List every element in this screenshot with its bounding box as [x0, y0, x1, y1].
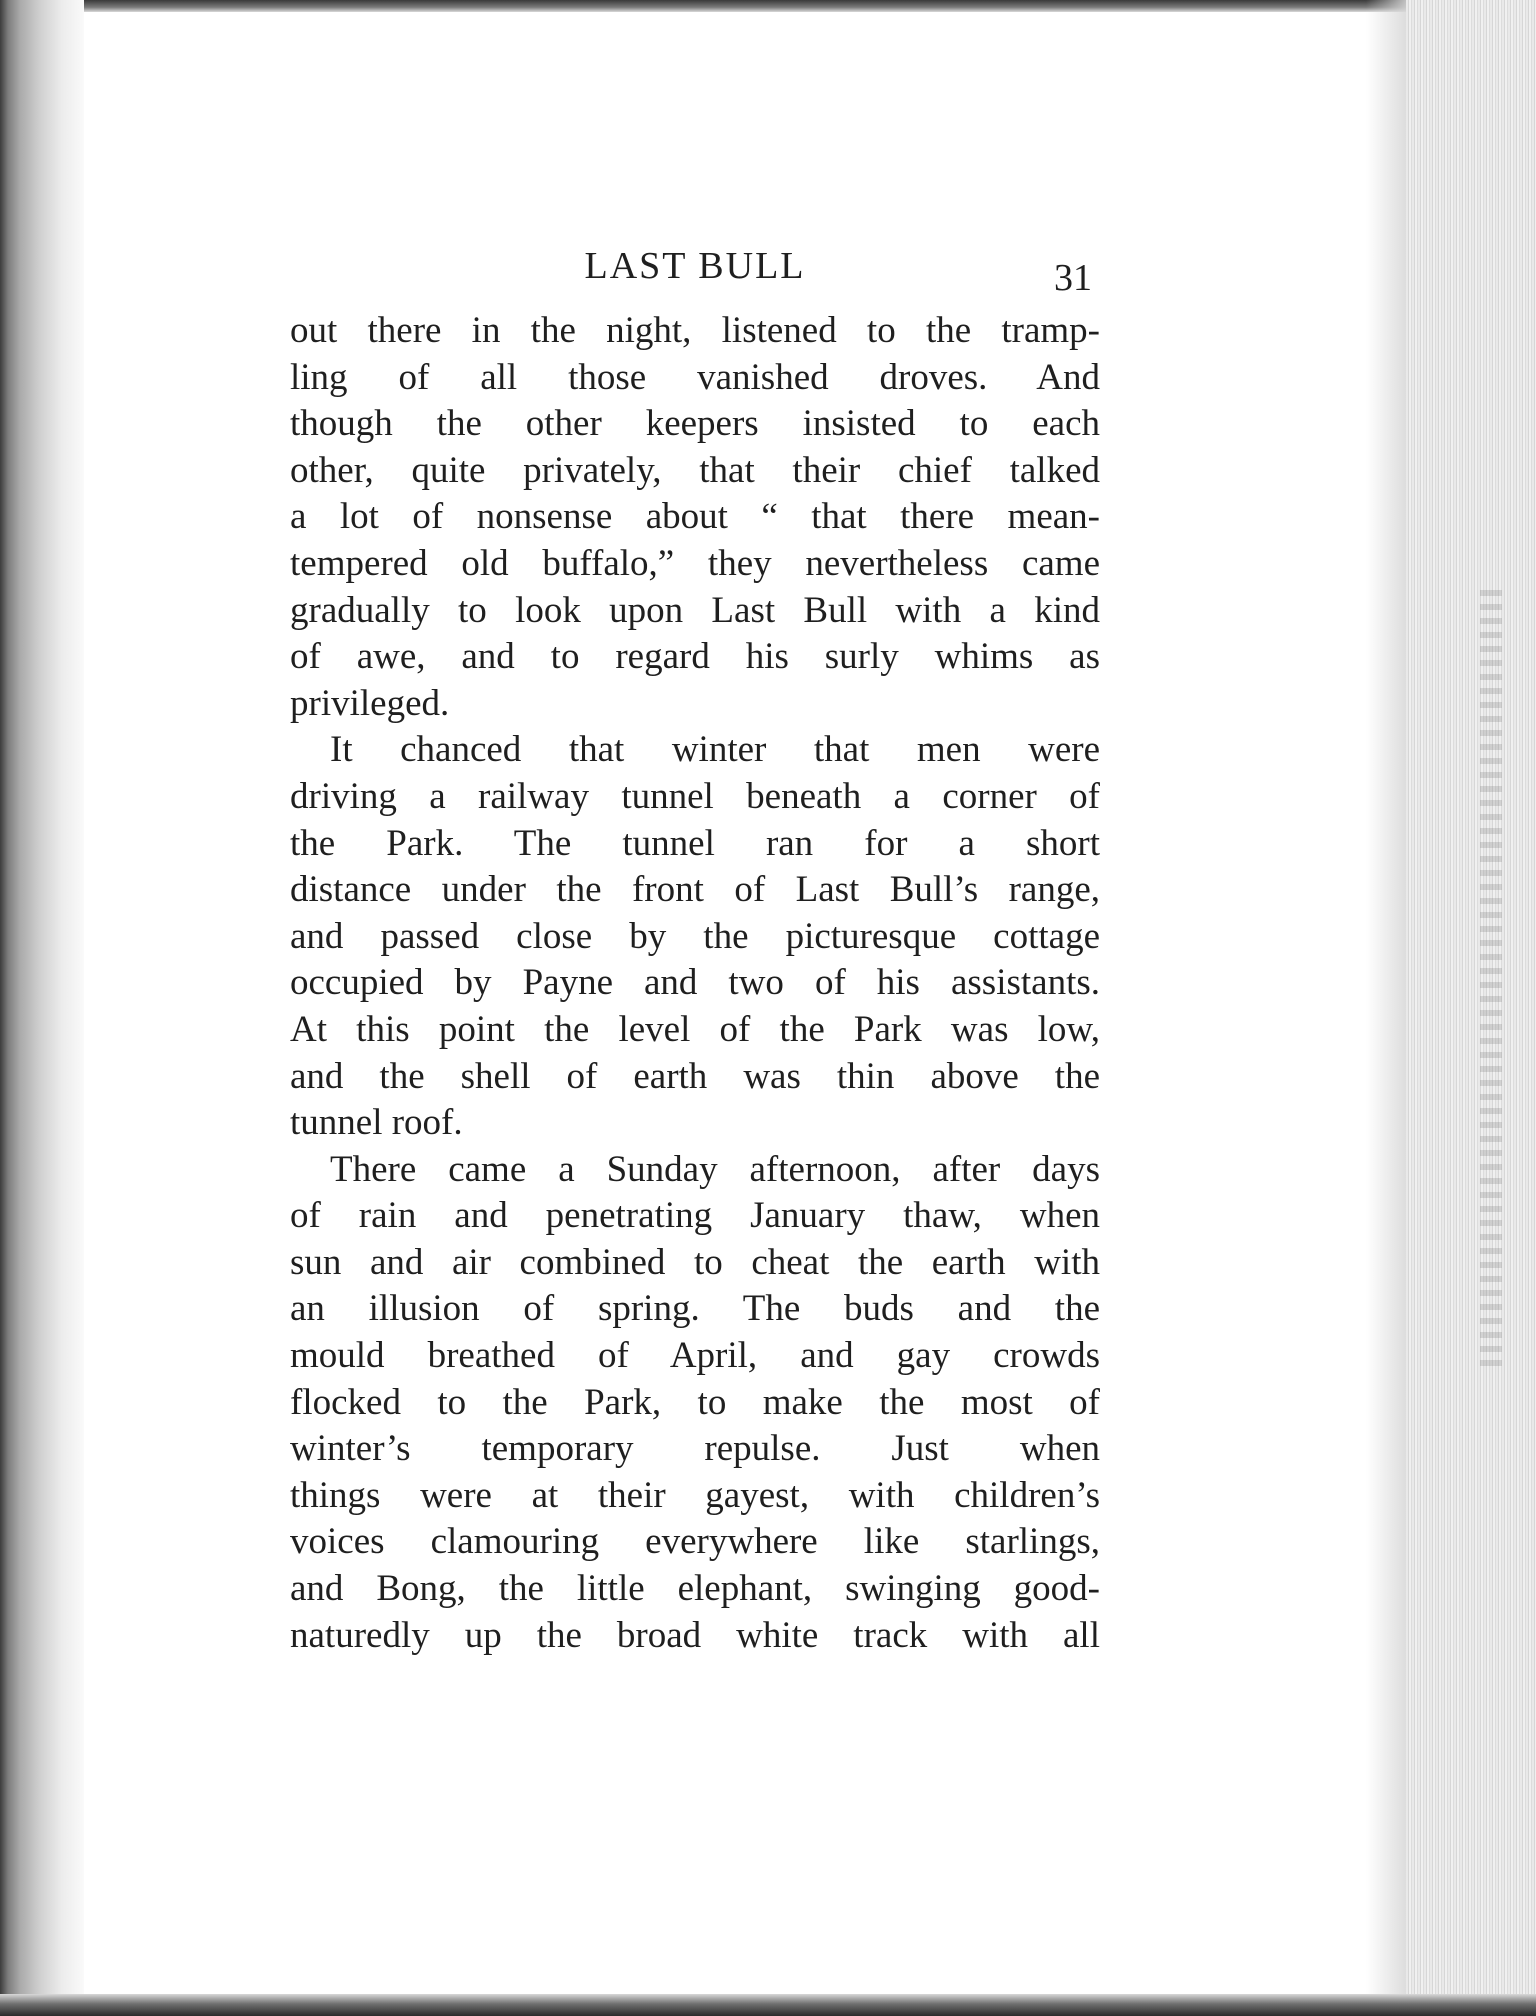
paragraph-2	[290, 727, 1100, 1146]
text-line: and Bong, the little elephant, swinging good-	[290, 1568, 1100, 1610]
text-line: though the other keepers insisted to each	[290, 403, 1100, 445]
text-line: occupied by Payne and two of his assistants.	[290, 962, 1100, 1004]
text-line: things were at their gayest, with children’s	[290, 1474, 1100, 1516]
paragraph-1	[290, 308, 1100, 727]
text-line: It chanced that winter that men were	[330, 729, 1100, 771]
text-line: At this point the level of the Park was low,	[290, 1008, 1100, 1050]
text-line: flocked to the Park, to make the most of	[290, 1381, 1100, 1423]
text-line: a lot of nonsense about “ that there mean-	[290, 496, 1100, 538]
text-line: ling of all those vanished droves. And	[290, 356, 1100, 398]
running-head	[290, 236, 1100, 308]
text-line: mould breathed of April, and gay crowds	[290, 1335, 1100, 1377]
page-number: 31	[1054, 257, 1092, 299]
text-line: winter’s temporary repulse. Just when	[290, 1428, 1100, 1470]
text-line: gradually to look upon Last Bull with a kind	[290, 589, 1100, 631]
text-line: the Park. The tunnel ran for a short	[290, 822, 1100, 864]
fore-edge-marks	[1480, 590, 1502, 1370]
top-edge-shadow	[0, 0, 1536, 12]
text-line: There came a Sunday afternoon, after days	[330, 1148, 1100, 1190]
text-line: out there in the night, listened to the tramp-	[290, 310, 1100, 351]
text-line: naturedly up the broad white track with all	[290, 1614, 1100, 1656]
text-line: privileged.	[290, 682, 450, 724]
text-line: and the shell of earth was thin above the	[290, 1055, 1100, 1097]
text-line: sun and air combined to cheat the earth with	[290, 1241, 1100, 1283]
page-stack-edge	[1406, 0, 1536, 2016]
text-line: tunnel roof.	[290, 1102, 463, 1144]
text-line: other, quite privately, that their chief talked	[290, 449, 1100, 491]
text-line: of rain and penetrating January thaw, when	[290, 1195, 1100, 1237]
bottom-edge-shadow	[0, 1994, 1536, 2016]
book-page	[290, 236, 1100, 1659]
text-line: an illusion of spring. The buds and the	[290, 1288, 1100, 1330]
text-line: driving a railway tunnel beneath a corner of	[290, 775, 1100, 817]
gutter-shadow	[0, 0, 84, 2016]
text-line: of awe, and to regard his surly whims as	[290, 636, 1100, 678]
page-curl-shade	[1366, 0, 1406, 2016]
text-line: and passed close by the picturesque cottage	[290, 915, 1100, 957]
text-line: distance under the front of Last Bull’s range,	[290, 869, 1100, 911]
text-line: tempered old buffalo,” they nevertheless came	[290, 542, 1100, 584]
running-head-title: LAST BULL	[584, 245, 806, 287]
text-line: voices clamouring everywhere like starlings,	[290, 1521, 1100, 1563]
paragraph-3	[290, 1147, 1100, 1660]
